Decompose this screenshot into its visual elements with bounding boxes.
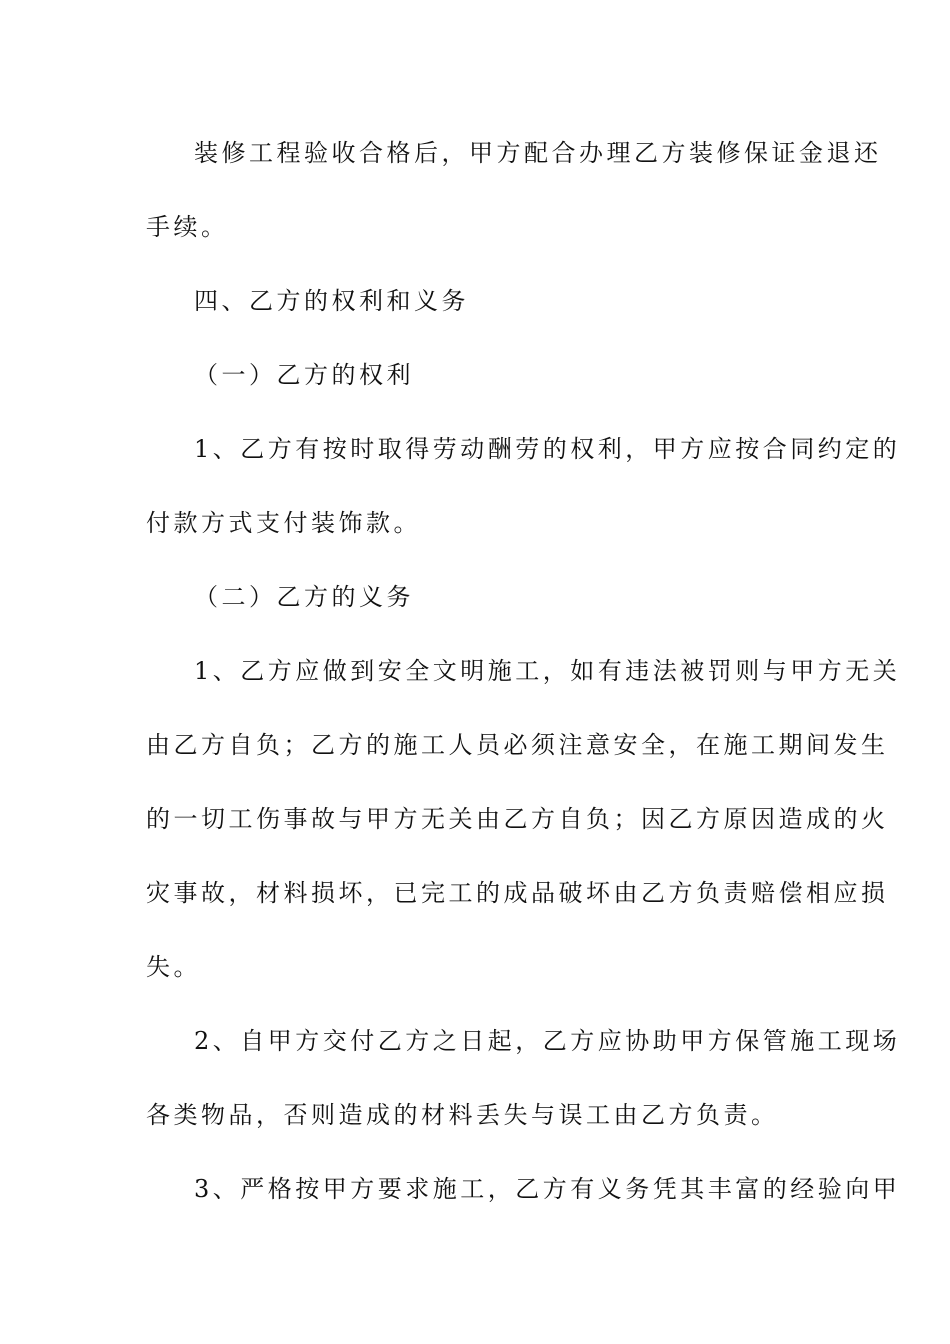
paragraph-line: 各类物品，否则造成的材料丢失与误工由乙方负责。 (146, 1101, 779, 1129)
paragraph-line: 灾事故，材料损坏，已完工的成品破坏由乙方负责赔偿相应损 (146, 879, 889, 907)
paragraph-line: 失。 (146, 953, 201, 981)
paragraph-line: 装修工程验收合格后，甲方配合办理乙方装修保证金退还 (194, 139, 882, 167)
section-heading: 四、乙方的权利和义务 (194, 287, 469, 315)
paragraph-line: 1、乙方应做到安全文明施工，如有违法被罚则与甲方无关 (194, 657, 901, 685)
paragraph-line: 付款方式支付装饰款。 (146, 509, 421, 537)
paragraph-line: 1、乙方有按时取得劳动酬劳的权利，甲方应按合同约定的 (194, 435, 901, 463)
subsection-heading: （二）乙方的义务 (194, 583, 414, 611)
paragraph-line: 的一切工伤事故与甲方无关由乙方自负；因乙方原因造成的火 (146, 805, 889, 833)
paragraph-line: 手续。 (146, 213, 229, 241)
paragraph-line: 由乙方自负；乙方的施工人员必须注意安全，在施工期间发生 (146, 731, 889, 759)
subsection-heading: （一）乙方的权利 (194, 361, 414, 389)
paragraph-line: 2、自甲方交付乙方之日起，乙方应协助甲方保管施工现场 (194, 1027, 901, 1055)
paragraph-line: 3、严格按甲方要求施工，乙方有义务凭其丰富的经验向甲 (194, 1175, 901, 1203)
